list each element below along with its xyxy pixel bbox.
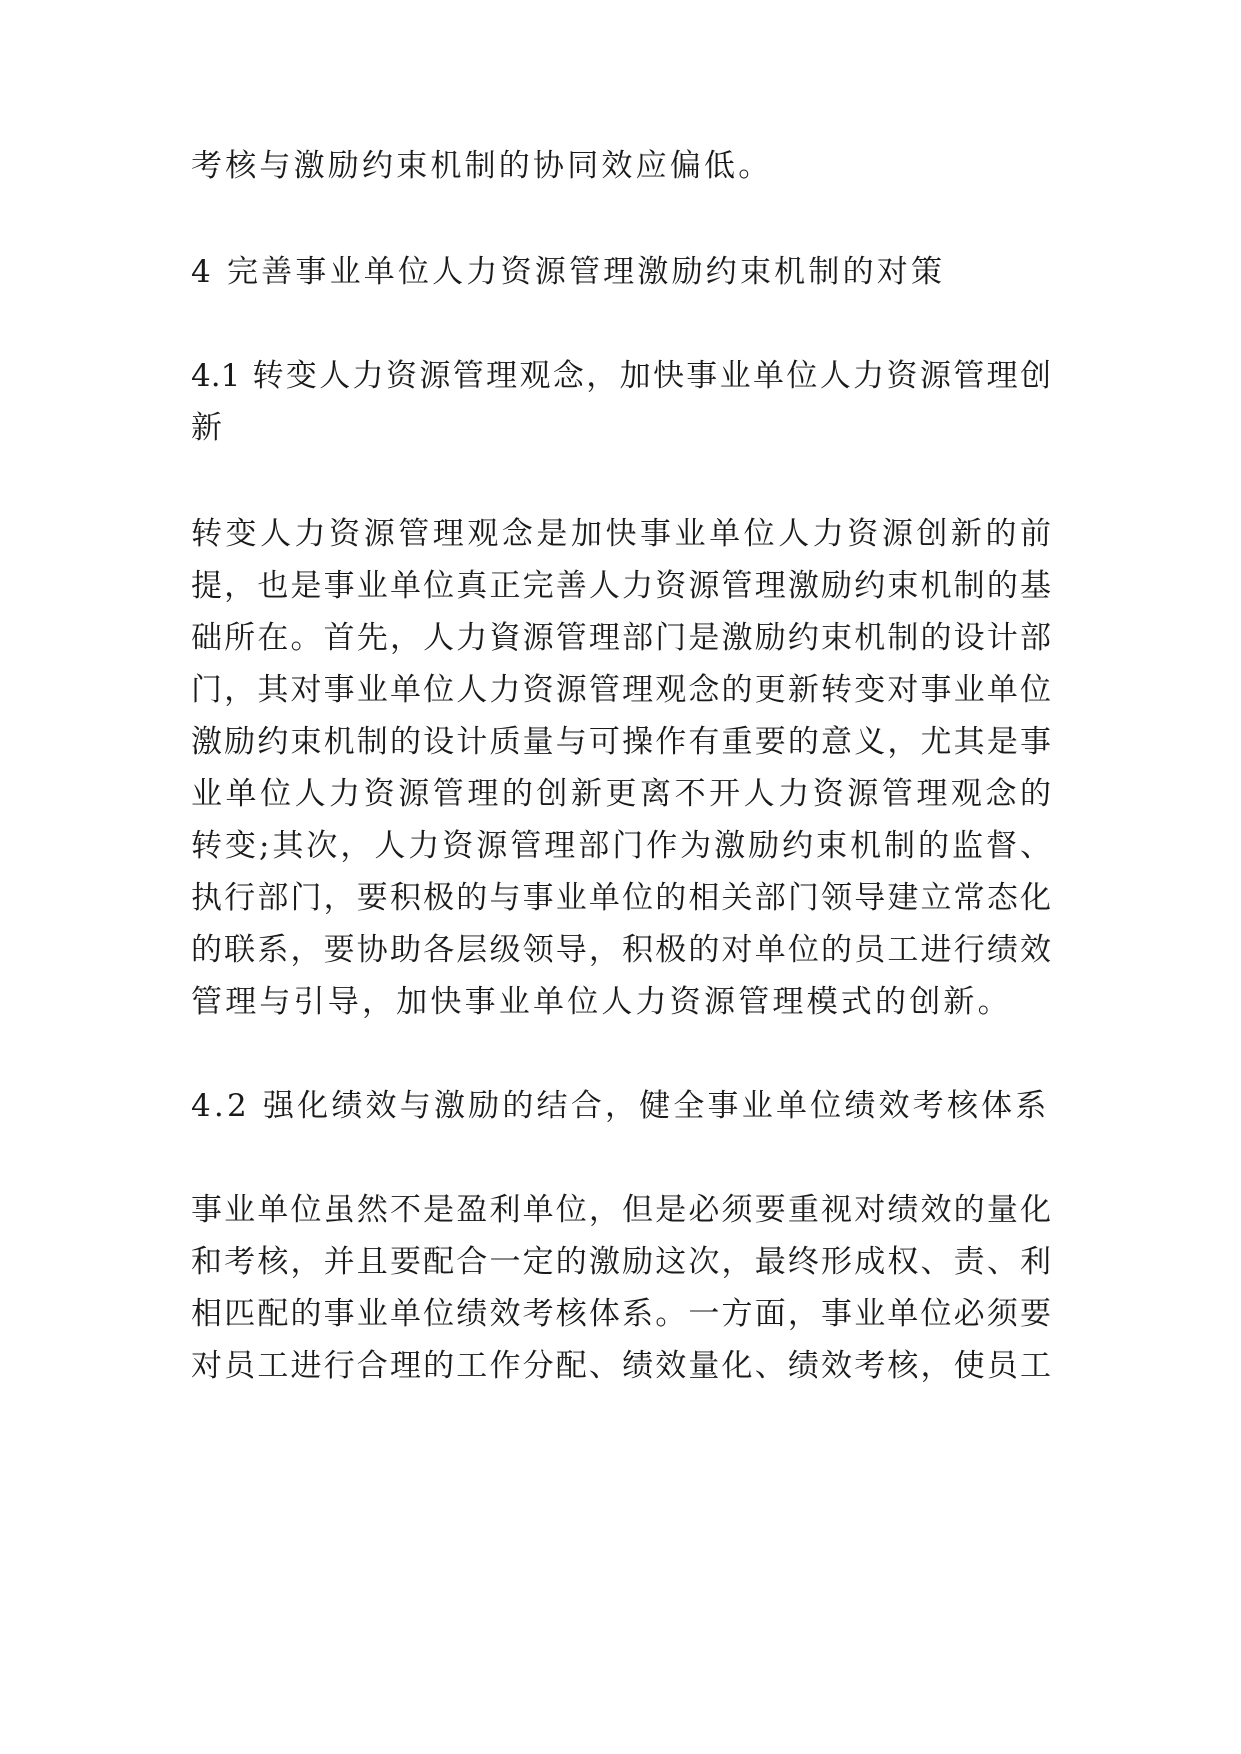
paragraph-line: 业单位人力资源管理的创新更离不开人力资源管理观念的 — [191, 776, 1051, 812]
subsection-heading-4-1-line-2: 新 — [191, 410, 226, 446]
paragraph-line: 础所在。首先，人力資源管理部门是激励约束机制的设计部 — [191, 620, 1051, 656]
paragraph-line: 的联系，要协助各层级领导，积极的对单位的员工进行绩效 — [191, 932, 1051, 968]
paragraph-line: 相匹配的事业单位绩效考核体系。一方面，事业单位必须要 — [191, 1296, 1051, 1332]
paragraph-line: 执行部门，要积极的与事业单位的相关部门领导建立常态化 — [191, 880, 1051, 916]
subsection-heading-4-1-line-1: 4.1 转变人力资源管理观念，加快事业单位人力资源管理创 — [191, 358, 1051, 394]
paragraph-line: 转变人力资源管理观念是加快事业单位人力资源创新的前 — [191, 516, 1051, 552]
section-heading-4: 4 完善事业单位人力资源管理激励约束机制的对策 — [191, 254, 946, 290]
paragraph-line: 对员工进行合理的工作分配、绩效量化、绩效考核，使员工 — [191, 1348, 1051, 1384]
paragraph-line: 激励约束机制的设计质量与可操作有重要的意义，尤其是事 — [191, 724, 1051, 760]
paragraph-line: 门，其对事业单位人力资源管理观念的更新转变对事业单位 — [191, 672, 1051, 708]
paragraph-line: 管理与引导，加快事业单位人力资源管理模式的创新。 — [191, 984, 1012, 1020]
paragraph-line: 事业单位虽然不是盈利单位，但是必须要重视对绩效的量化 — [191, 1192, 1051, 1228]
paragraph-line-intro-end: 考核与激励约束机制的协同效应偏低。 — [191, 148, 773, 184]
paragraph-line: 和考核，并且要配合一定的激励这次，最终形成权、责、利 — [191, 1244, 1051, 1280]
subsection-heading-4-2: 4.2 强化绩效与激励的结合，健全事业单位绩效考核体系 — [191, 1088, 1050, 1124]
paragraph-line: 转变;其次，人力资源管理部门作为激励约束机制的监督、 — [191, 828, 1051, 864]
paragraph-line: 提，也是事业单位真正完善人力资源管理激励约束机制的基 — [191, 568, 1051, 604]
